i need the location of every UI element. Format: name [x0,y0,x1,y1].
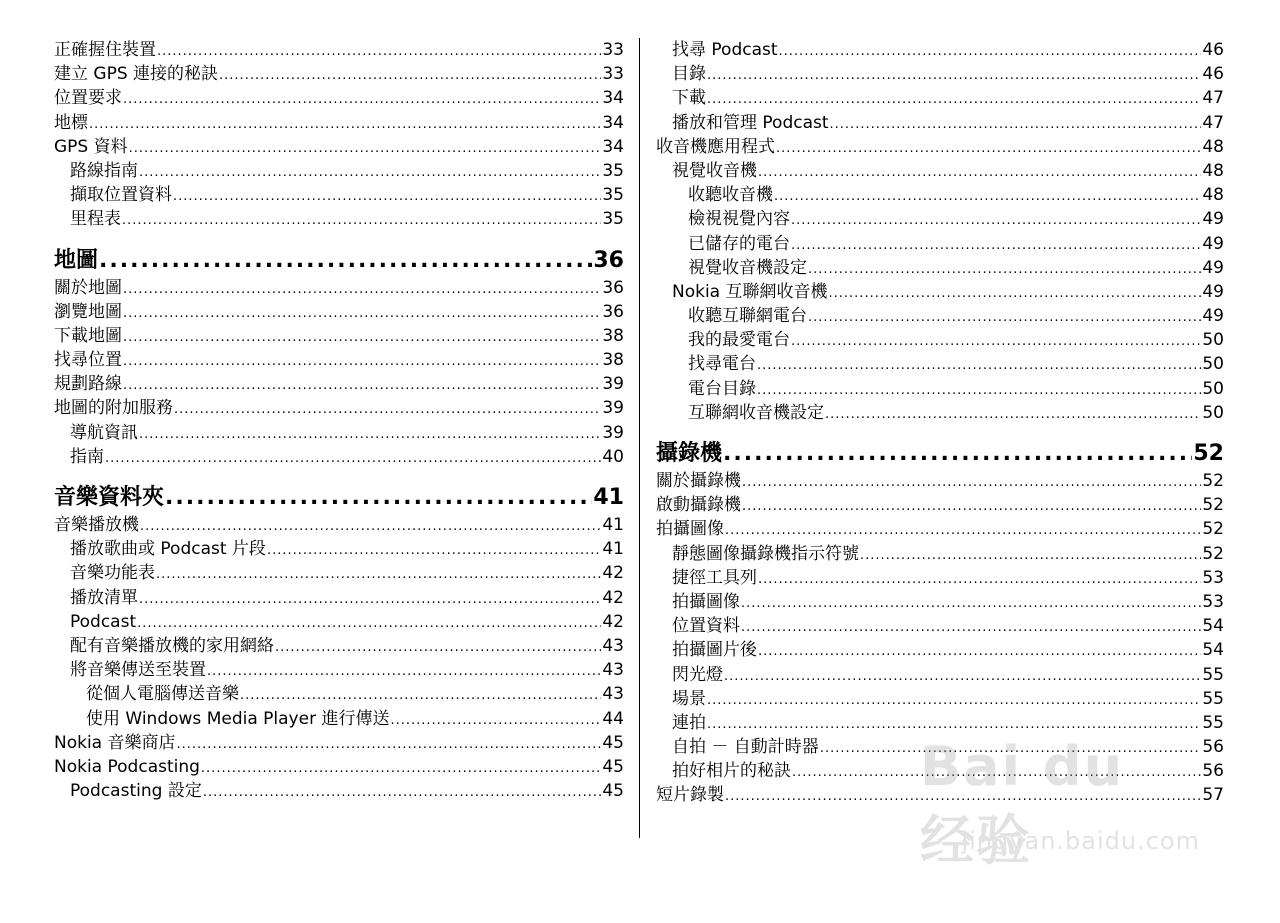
toc-entry-title: 找尋位置 [54,350,122,371]
toc-entry[interactable] [656,542,1224,566]
toc-entry-title: 地圖的附加服務 [54,398,173,419]
toc-page-number: 53 [1202,591,1224,612]
toc-entry[interactable] [54,396,624,420]
toc-entry-title: 收聽互聯網電台 [688,306,807,327]
toc-page-number: 34 [602,112,624,133]
toc-entry-title: GPS 資料 [54,136,128,157]
toc-entry[interactable] [656,62,1224,86]
toc-entry[interactable] [54,537,624,561]
toc-entry[interactable] [54,372,624,396]
toc-page-number: 35 [602,185,624,206]
toc-dot-leader [707,88,1201,112]
toc-section-heading[interactable] [656,439,1224,469]
toc-page-number: 55 [1202,664,1224,685]
toc-entry[interactable] [54,324,624,348]
toc-page-number: 42 [602,563,624,584]
toc-dot-leader [860,544,1201,568]
toc-page-number: 52 [1202,471,1224,491]
toc-entry[interactable] [54,159,624,183]
toc-entry-title: 電台目錄 [688,378,756,399]
toc-entry-title: 已儲存的電台 [688,233,790,254]
toc-entry-title: 目錄 [672,64,706,85]
toc-page-number: 36 [593,247,624,273]
toc-entry-title: Nokia 互聯網收音機 [672,281,828,302]
toc-dot-leader [99,246,592,276]
toc-page-number: 48 [1202,160,1224,181]
toc-dot-leader [173,185,601,209]
toc-dot-leader [157,40,601,64]
toc-page-number: 33 [602,40,624,60]
toc-page-number: 39 [602,374,624,395]
toc-dot-leader [741,616,1201,640]
toc-entry[interactable] [656,590,1224,614]
toc-page-number: 49 [1202,257,1224,278]
toc-dot-leader [123,302,601,326]
toc-page-number: 54 [1202,616,1224,637]
toc-entry-title: Nokia 音樂商店 [54,732,176,753]
toc-entry[interactable] [54,111,624,135]
toc-entry-title: 地標 [54,112,88,133]
toc-entry-title: 播放清單 [70,587,138,608]
toc-entry-title: 關於地圖 [54,277,122,298]
toc-entry-title: 播放和管理 Podcast [672,112,829,133]
toc-entry-title: 收聽收音機 [688,185,773,206]
toc-dot-leader [779,40,1202,64]
toc-page-number: 48 [1202,185,1224,206]
toc-dot-leader [829,282,1202,306]
toc-entry-title: 建立 GPS 連接的秘訣 [54,64,219,85]
toc-dot-leader [757,379,1201,403]
toc-entry-title: 音樂資料夾 [54,485,165,510]
toc-page-number: 41 [602,515,624,535]
toc-page-number: 56 [1202,761,1224,782]
toc-entry-title: 瀏覽地圖 [54,301,122,322]
toc-entry[interactable] [656,783,1224,807]
toc-dot-leader [129,137,602,161]
toc-entry-title: 拍攝圖像 [656,519,724,540]
toc-dot-leader [177,733,602,757]
toc-dot-leader [139,423,601,447]
toc-entry[interactable] [54,586,624,610]
toc-left-column [54,38,624,803]
toc-dot-leader [758,640,1201,664]
toc-page-number: 52 [1193,441,1224,466]
toc-dot-leader [741,592,1201,616]
toc-page-number: 38 [602,350,624,371]
toc-page-number: 43 [602,660,624,681]
toc-dot-leader [776,137,1201,161]
toc-page-number: 47 [1202,88,1224,109]
toc-dot-leader [774,185,1201,209]
toc-dot-leader [123,278,601,302]
toc-dot-leader [122,209,601,233]
toc-page-number: 49 [1202,306,1224,327]
toc-page-number: 50 [1202,330,1224,351]
toc-dot-leader [791,330,1201,354]
toc-dot-leader [830,113,1202,137]
toc-entry-title: Podcasting 設定 [70,781,202,802]
toc-entry-title: 找尋 Podcast [672,40,778,60]
toc-entry-title: 正確握住裝置 [54,40,156,60]
watermark-url: jingyan.baidu.com [961,827,1200,855]
toc-page-number: 49 [1202,233,1224,254]
column-divider [639,38,640,838]
toc-entry[interactable] [656,135,1224,159]
toc-entry[interactable] [54,135,624,159]
toc-entry[interactable] [656,232,1224,256]
toc-entry-title: 關於攝錄機 [656,471,741,491]
toc-entry-title: 視覺收音機 [672,160,757,181]
toc-entry[interactable] [656,493,1224,517]
toc-page-number: 55 [1202,712,1224,733]
toc-page-number: 52 [1202,543,1224,564]
toc-entry-title: 路線指南 [70,160,138,181]
toc-entry-title: 將音樂傳送至裝置 [70,660,206,681]
toc-page-number: 45 [602,732,624,753]
toc-page-number: 34 [602,136,624,157]
toc-entry[interactable] [656,663,1224,687]
toc-entry[interactable] [656,469,1224,493]
toc-page-number: 39 [602,398,624,419]
toc-entry[interactable] [656,401,1224,425]
toc-dot-leader [201,757,601,781]
toc-page-number: 52 [1202,519,1224,540]
toc-dot-leader [808,258,1201,282]
toc-page-number: 44 [602,708,624,729]
toc-entry[interactable] [656,304,1224,328]
toc-entry[interactable] [656,86,1224,110]
toc-page-number: 38 [602,325,624,346]
toc-page-number: 35 [602,209,624,230]
toc-section-heading[interactable] [54,246,624,276]
toc-dot-leader [758,161,1201,185]
toc-entry[interactable] [656,517,1224,541]
toc-entry-title: 規劃路線 [54,374,122,395]
toc-dot-leader [757,354,1201,378]
toc-entry-title: 下載地圖 [54,325,122,346]
toc-entry-title: 拍好相片的秘訣 [672,761,791,782]
toc-page-number: 45 [602,756,624,777]
toc-entry[interactable] [54,62,624,86]
toc-page-number: 48 [1202,136,1224,157]
toc-entry-title: 音樂功能表 [70,563,155,584]
toc-entry-title: 連拍 [672,712,706,733]
toc-entry[interactable] [54,731,624,755]
toc-entry[interactable] [54,86,624,110]
toc-page-number: 54 [1202,640,1224,661]
toc-entry[interactable] [656,711,1224,735]
toc-dot-leader [820,737,1202,761]
toc-entry-title: 收音機應用程式 [656,136,775,157]
toc-entry[interactable] [656,328,1224,352]
toc-entry-title: Podcast [70,611,137,632]
toc-dot-leader [792,761,1201,785]
toc-page-number: 41 [602,539,624,560]
toc-dot-leader [791,234,1201,258]
toc-page-number: 56 [1202,737,1224,758]
toc-entry[interactable] [656,159,1224,183]
toc-page-number: 53 [1202,567,1224,588]
toc-entry-title: 找尋電台 [688,354,756,375]
toc-entry[interactable] [656,687,1224,711]
toc-entry-title: 靜態圖像攝錄機指示符號 [672,543,859,564]
toc-entry-title: 配有音樂播放機的家用網絡 [70,635,274,656]
toc-entry[interactable] [54,707,624,731]
toc-entry[interactable] [656,377,1224,401]
toc-entry-title: 從個人電腦傳送音樂 [86,684,239,705]
toc-dot-leader [123,350,601,374]
toc-dot-leader [724,665,1201,689]
toc-dot-leader [390,709,601,733]
toc-entry[interactable] [54,183,624,207]
toc-entry-title: 下載 [672,88,706,109]
toc-entry-title: 檢視視覺內容 [688,209,790,230]
toc-dot-leader [707,64,1201,88]
toc-entry-title: 互聯網收音機設定 [688,402,824,423]
toc-right-column [656,38,1224,808]
watermark-logo: Bai du 经验 [920,735,1125,872]
toc-page-number: 43 [602,684,624,705]
toc-entry[interactable] [54,779,624,803]
toc-entry-title: 場景 [672,688,706,709]
toc-page-number: 45 [602,781,624,802]
toc-page-number: 35 [602,160,624,181]
toc-entry-title: 地圖 [54,247,99,273]
toc-entry[interactable] [54,207,624,231]
toc-entry-title: Nokia Podcasting [54,756,200,777]
toc-dot-leader [825,403,1201,427]
toc-entry[interactable] [54,421,624,445]
toc-entry[interactable] [656,38,1224,62]
toc-dot-leader [123,88,601,112]
toc-dot-leader [808,306,1201,330]
toc-entry-title: 我的最愛電台 [688,330,790,351]
toc-entry-title: 啟動攝錄機 [656,495,741,516]
toc-page-number: 50 [1202,354,1224,375]
toc-page-number: 36 [602,277,624,298]
toc-entry[interactable] [656,566,1224,590]
toc-entry[interactable] [656,207,1224,231]
toc-entry[interactable] [54,38,624,62]
toc-entry[interactable] [54,513,624,537]
toc-dot-leader [240,684,601,708]
toc-entry[interactable] [656,183,1224,207]
toc-entry-title: 指南 [70,446,104,467]
toc-dot-leader [219,64,601,88]
toc-dot-leader [140,515,601,539]
toc-dot-leader [707,689,1201,713]
toc-page-number: 46 [1202,64,1224,85]
toc-entry-title: 攝錄機 [656,441,723,466]
toc-entry-title: 音樂播放機 [54,515,139,535]
toc-page-number: 41 [593,485,624,510]
toc-entry[interactable] [656,759,1224,783]
toc-page-number: 57 [1202,785,1224,806]
toc-page-number: 49 [1202,281,1224,302]
toc-entry[interactable] [54,682,624,706]
toc-page-number: 49 [1202,209,1224,230]
toc-dot-leader [725,785,1201,809]
toc-entry-title: 短片錄製 [656,785,724,806]
toc-dot-leader [723,439,1192,469]
toc-entry[interactable] [54,610,624,634]
toc-entry[interactable] [54,300,624,324]
toc-dot-leader [165,483,592,513]
toc-entry-title: 自拍 － 自動計時器 [672,737,819,758]
toc-entry[interactable] [656,735,1224,759]
toc-dot-leader [707,713,1201,737]
toc-entry-title: 里程表 [70,209,121,230]
toc-entry-title: 閃光燈 [672,664,723,685]
toc-page-number: 42 [602,611,624,632]
toc-entry[interactable] [54,658,624,682]
toc-page-number: 50 [1202,402,1224,423]
toc-entry[interactable] [656,614,1224,638]
toc-entry-title: 擷取位置資料 [70,185,172,206]
toc-entry[interactable] [54,755,624,779]
toc-dot-leader [791,209,1201,233]
toc-entry-title: 使用 Windows Media Player 進行傳送 [86,708,390,729]
toc-page-number: 34 [602,88,624,109]
toc-entry[interactable] [54,276,624,300]
toc-dot-leader [105,447,601,471]
toc-entry[interactable] [656,352,1224,376]
toc-entry[interactable] [54,634,624,658]
toc-entry-title: 拍攝圖像 [672,591,740,612]
toc-dot-leader [139,161,601,185]
toc-page-number: 50 [1202,378,1224,399]
toc-dot-leader [123,326,601,350]
toc-entry[interactable] [54,561,624,585]
toc-dot-leader [758,568,1201,592]
toc-page-number: 43 [602,635,624,656]
toc-entry[interactable] [54,445,624,469]
toc-page-number: 46 [1202,40,1224,60]
toc-dot-leader [742,495,1201,519]
toc-dot-leader [207,660,601,684]
toc-entry-title: 拍攝圖片後 [672,640,757,661]
toc-dot-leader [139,588,601,612]
toc-page-number: 40 [602,446,624,467]
toc-dot-leader [725,519,1201,543]
toc-page-number: 36 [602,301,624,322]
toc-page-number: 52 [1202,495,1224,516]
toc-dot-leader [174,398,601,422]
toc-page-number: 39 [602,422,624,443]
toc-dot-leader [137,612,601,636]
toc-dot-leader [203,781,602,805]
toc-entry[interactable] [656,256,1224,280]
toc-page-number: 33 [602,64,624,85]
toc-entry[interactable] [54,348,624,372]
toc-page-number: 47 [1202,112,1224,133]
toc-entry-title: 位置資料 [672,616,740,637]
toc-entry-title: 捷徑工具列 [672,567,757,588]
toc-dot-leader [742,471,1201,495]
toc-page-number: 42 [602,587,624,608]
toc-page-number: 55 [1202,688,1224,709]
toc-entry-title: 導航資訊 [70,422,138,443]
toc-entry-title: 播放歌曲或 Podcast 片段 [70,539,266,560]
toc-dot-leader [275,636,601,660]
toc-entry[interactable] [656,638,1224,662]
toc-section-heading[interactable] [54,483,624,513]
toc-dot-leader [123,374,601,398]
toc-entry[interactable] [656,111,1224,135]
toc-dot-leader [89,113,601,137]
toc-entry[interactable] [656,280,1224,304]
toc-entry-title: 位置要求 [54,88,122,109]
toc-dot-leader [267,539,601,563]
toc-dot-leader [156,563,601,587]
toc-entry-title: 視覺收音機設定 [688,257,807,278]
